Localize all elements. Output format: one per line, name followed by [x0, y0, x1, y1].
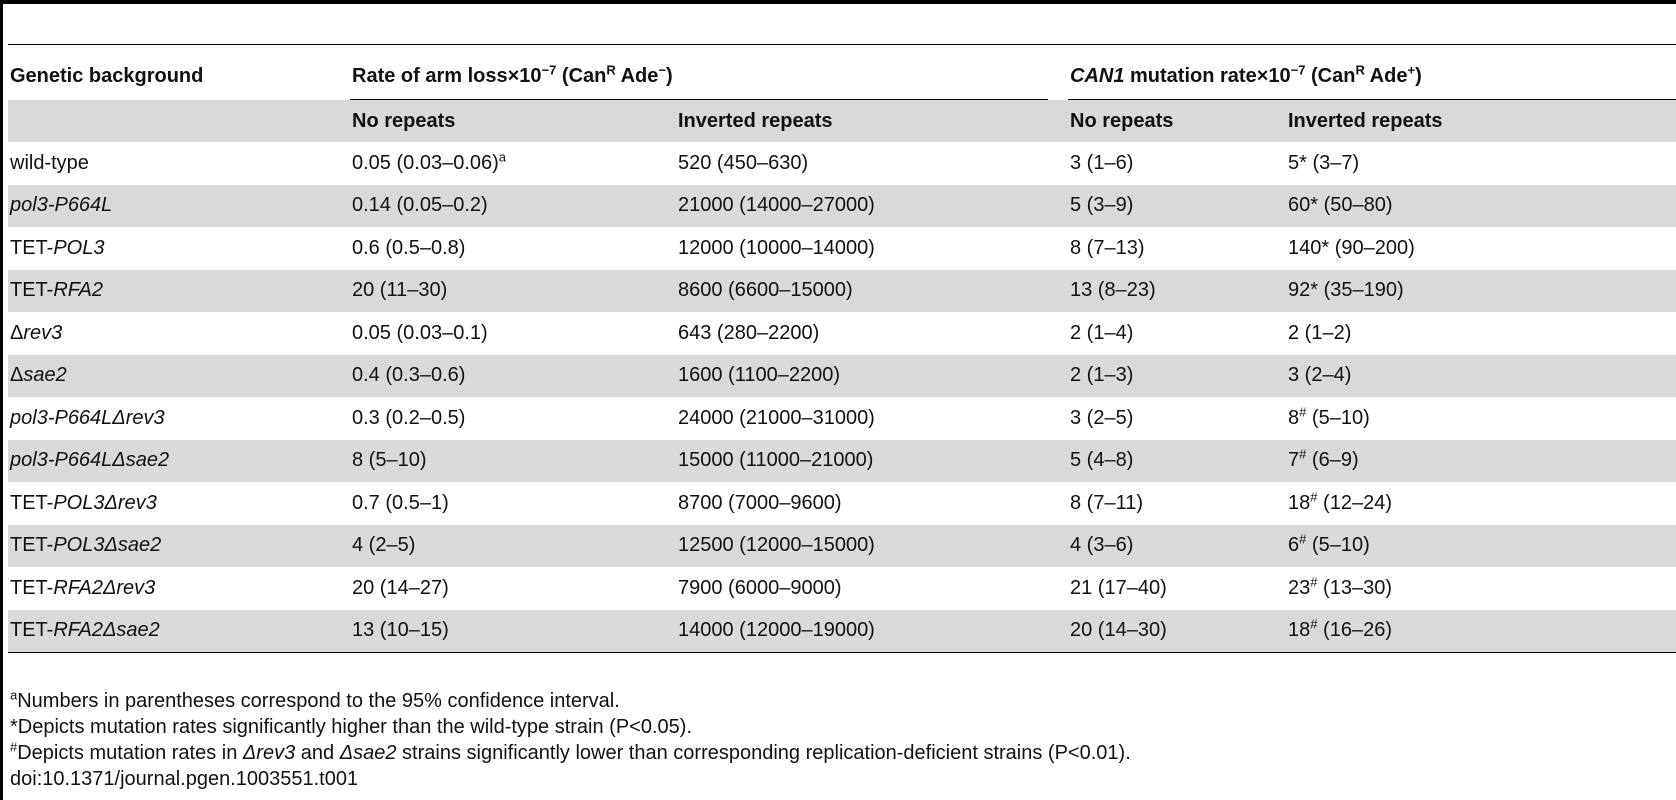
- cell-genetic-background: Δsae2: [8, 355, 350, 398]
- table-header-rule: [8, 44, 1676, 45]
- cell-arm-loss-inverted-repeats: 21000 (14000–27000): [676, 185, 1068, 228]
- table-footnotes: [10, 688, 1131, 792]
- header-can1-no-repeats: No repeats: [1068, 100, 1286, 142]
- table-row: [8, 525, 1676, 568]
- header-genetic-background: Genetic background: [10, 64, 204, 87]
- cell-can1-inverted-repeats: 2 (1–2): [1288, 321, 1352, 344]
- cell-genetic-background: TET-POL3Δrev3: [10, 491, 157, 514]
- cell-arm-loss-no-repeats: 0.05 (0.03–0.1): [352, 321, 488, 344]
- table-row: [8, 312, 1676, 355]
- header-row-groups: [8, 52, 1676, 100]
- cell-can1-inverted-repeats: 18# (12–24): [1288, 489, 1392, 514]
- cell-arm-loss-no-repeats: 0.6 (0.5–0.8): [352, 236, 466, 259]
- cell-arm-loss-no-repeats: 4 (2–5): [350, 525, 676, 568]
- arm-loss-underline: [350, 99, 1048, 100]
- header-arm-loss: Rate of arm $loss\times 10^{-7}$ (Can$^R$ Ade−): [350, 52, 1068, 100]
- cell-can1-inverted-repeats: 6# (5–10): [1286, 525, 1676, 568]
- cell-genetic-background: TET-POL3Δsae2: [8, 525, 350, 568]
- left-border-rule: [0, 0, 3, 800]
- cell-genetic-background: Δrev3: [10, 321, 63, 344]
- table-body: [8, 142, 1676, 653]
- cell-can1-inverted-repeats: 60* (50–80): [1286, 185, 1676, 228]
- cell-can1-inverted-repeats: 8# (5–10): [1288, 404, 1370, 429]
- header-can1-mutation-rate: CAN1 mutation $rate\times 10^{-7}$ (Can$^R$ Ade+): [1068, 52, 1676, 100]
- cell-can1-no-repeats: 20 (14–30): [1068, 610, 1286, 653]
- cell-arm-loss-inverted-repeats: 15000 (11000–21000): [676, 440, 1068, 483]
- cell-genetic-background: TET-POL3: [10, 236, 105, 259]
- cell-can1-no-repeats: 3 (2–5): [1070, 406, 1134, 429]
- cell-can1-no-repeats: 4 (3–6): [1068, 525, 1286, 568]
- header-arm-inverted-repeats: Inverted repeats: [676, 100, 1068, 142]
- cell-arm-loss-inverted-repeats: 14000 (12000–19000): [676, 610, 1068, 653]
- cell-arm-loss-no-repeats: 20 (11–30): [350, 270, 676, 313]
- cell-arm-loss-no-repeats: 8 (5–10): [350, 440, 676, 483]
- table-row: [8, 142, 1676, 185]
- cell-genetic-background: TET-RFA2Δsae2: [8, 610, 350, 653]
- cell-can1-inverted-repeats: 5* (3–7): [1288, 151, 1360, 174]
- cell-arm-loss-no-repeats: 0.3 (0.2–0.5): [352, 406, 466, 429]
- cell-arm-loss-inverted-repeats: 7900 (6000–9000): [678, 576, 842, 599]
- cell-genetic-background: TET-RFA2Δrev3: [10, 576, 156, 599]
- cell-arm-loss-no-repeats: 20 (14–27): [352, 576, 449, 599]
- table-row: [8, 567, 1676, 610]
- cell-arm-loss-no-repeats: 0.7 (0.5–1): [352, 491, 449, 514]
- table-row: [8, 440, 1676, 483]
- cell-can1-no-repeats: 8 (7–13): [1070, 236, 1145, 259]
- cell-can1-inverted-repeats: 92* (35–190): [1286, 270, 1676, 313]
- cell-arm-loss-no-repeats: 0.05 $(0.03-0.06)^a$: [352, 149, 507, 174]
- cell-can1-inverted-repeats: 3 (2–4): [1286, 355, 1676, 398]
- table-row: [8, 610, 1676, 653]
- cell-arm-loss-inverted-repeats: 12500 (12000–15000): [676, 525, 1068, 568]
- table-row: [8, 397, 1676, 440]
- footnote-hash: #Depicts mutation rates in Δrev3 and Δsae2 strains significantly lower than corresponding replication-deficient strains (P<0.01).: [10, 739, 1131, 764]
- cell-can1-no-repeats: 21 (17–40): [1070, 576, 1167, 599]
- cell-genetic-background: pol3-P664LΔrev3: [10, 406, 165, 429]
- cell-arm-loss-inverted-repeats: 12000 (10000–14000): [678, 236, 875, 259]
- can1-underline: [1068, 99, 1676, 100]
- cell-can1-inverted-repeats: 23# (13–30): [1288, 574, 1392, 599]
- cell-arm-loss-inverted-repeats: 8700 (7000–9600): [678, 491, 842, 514]
- cell-can1-no-repeats: 5 (3–9): [1068, 185, 1286, 228]
- cell-can1-inverted-repeats: 7# (6–9): [1286, 440, 1676, 483]
- cell-arm-loss-inverted-repeats: 8600 (6600–15000): [676, 270, 1068, 313]
- table-top-rule: [0, 0, 1676, 4]
- footnote-a: $^a$Numbers in parentheses correspond to the 95% confidence interval.: [10, 687, 620, 712]
- doi-text: doi:10.1371/journal.pgen.1003551.t001: [10, 768, 359, 790]
- cell-can1-inverted-repeats: 140* (90–200): [1288, 236, 1415, 259]
- table-row: [8, 355, 1676, 398]
- header-can1-inverted-repeats: Inverted repeats: [1286, 100, 1676, 142]
- cell-arm-loss-inverted-repeats: 643 (280–2200): [678, 321, 820, 344]
- cell-genetic-background: pol3-P664L: [8, 185, 350, 228]
- header-row-subcolumns: [8, 100, 1676, 142]
- cell-can1-no-repeats: 13 (8–23): [1068, 270, 1286, 313]
- mutation-rate-table: [8, 52, 1676, 653]
- table-row: [8, 482, 1676, 525]
- cell-arm-loss-inverted-repeats: 24000 (21000–31000): [678, 406, 875, 429]
- cell-can1-no-repeats: 5 (4–8): [1068, 440, 1286, 483]
- cell-arm-loss-inverted-repeats: 1600 (1100–2200): [676, 355, 1068, 398]
- cell-genetic-background: TET-RFA2: [8, 270, 350, 313]
- cell-genetic-background: pol3-P664LΔsae2: [8, 440, 350, 483]
- cell-can1-no-repeats: 8 (7–11): [1070, 491, 1144, 514]
- cell-arm-loss-inverted-repeats: 520 (450–630): [678, 151, 809, 174]
- cell-arm-loss-no-repeats: 0.14 (0.05–0.2): [350, 185, 676, 228]
- cell-can1-inverted-repeats: 18# (16–26): [1286, 610, 1676, 653]
- table-row: [8, 185, 1676, 228]
- cell-can1-no-repeats: 2 (1–3): [1068, 355, 1286, 398]
- cell-can1-no-repeats: 3 (1–6): [1070, 151, 1134, 174]
- footnote-star: *Depicts mutation rates significantly higher than the wild-type strain (P<0.05).: [10, 716, 693, 738]
- header-empty: [8, 100, 350, 142]
- header-arm-no-repeats: No repeats: [350, 100, 676, 142]
- cell-can1-no-repeats: 2 (1–4): [1070, 321, 1134, 344]
- cell-arm-loss-no-repeats: 0.4 (0.3–0.6): [350, 355, 676, 398]
- cell-arm-loss-no-repeats: 13 (10–15): [350, 610, 676, 653]
- table-row: [8, 227, 1676, 270]
- cell-genetic-background: wild-type: [10, 151, 89, 174]
- table-row: [8, 270, 1676, 313]
